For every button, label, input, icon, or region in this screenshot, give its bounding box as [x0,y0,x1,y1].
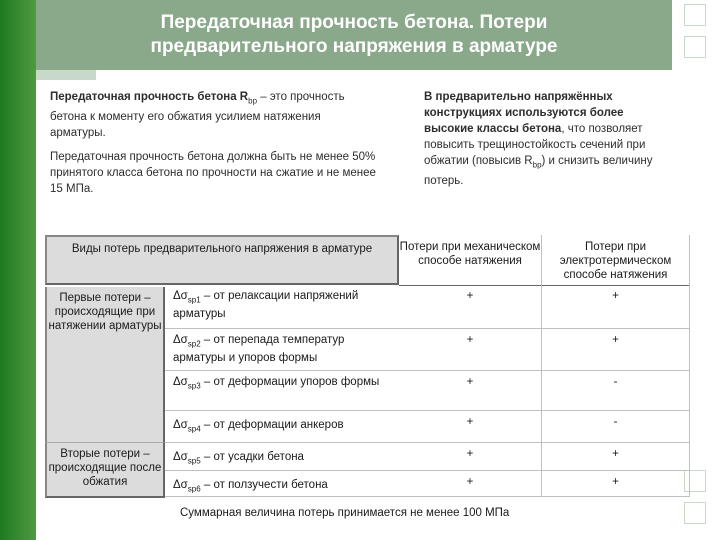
table-row [173,450,395,468]
losses-table [45,235,690,497]
right-paragraph [424,89,674,189]
table-header-cell [45,235,399,285]
table-header-cell: Потери при электротермическом способе натяжения [541,235,690,285]
subscript: bp [248,96,258,106]
row-divider [165,496,690,497]
sigma-symbol: Δσ [173,451,188,463]
subscript: sp6 [187,484,201,494]
group-first-losses: Первые потери – происходящие при натяжении арматуры [45,287,165,442]
emphasis-bold: В предварительно напряжённых конструкциях используются более высокие классы бетона [424,91,624,135]
subscript: sp5 [187,456,201,466]
row-divider [165,470,690,471]
cell-elec: + [612,334,619,346]
table-row [173,478,395,496]
col-divider [689,235,690,497]
row-text: – от деформации упоров формы [200,376,380,388]
sigma-symbol: Δσ [173,334,188,346]
cell-elec: + [612,448,619,460]
col-divider [541,235,542,497]
subscript: sp4 [187,424,201,434]
row-divider [165,370,690,371]
subscript: sp1 [187,295,201,305]
term-bold: Передаточная прочность бетона R [50,91,249,103]
summary-note: Суммарная величина потерь принимается не менее 100 МПа [180,507,510,519]
sigma-symbol: Δσ [173,290,188,302]
right-text-b: ) и снизить величину потерь. [424,155,653,188]
header-accent [36,70,96,80]
subscript: bp [532,160,542,170]
title-line-1: Передаточная прочность бетона. Потери [160,12,548,33]
left-paragraph-1 [50,89,370,141]
group-second-losses: Вторые потери – происходящие после обжатия [45,442,165,498]
decor-square [684,36,706,58]
table-row [173,333,395,365]
sigma-symbol: Δσ [173,419,188,431]
sigma-symbol: Δσ [173,376,188,388]
cell-mech: + [466,376,474,388]
right-text-a: , что позволяет повысить трещиностойкость сечений при обжатии (повысив R [424,123,646,167]
cell-elec: - [613,376,618,388]
title-line-2: предварительного напряжения в арматуре [150,36,558,57]
row-divider [165,442,690,443]
decor-square [684,4,706,26]
row-divider [165,410,690,411]
row-divider [165,328,690,329]
subscript: sp3 [187,381,201,391]
definition-text: – это прочность бетона к моменту его обжатия усилием натяжения арматуры. [50,91,345,140]
table-row [173,289,395,321]
left-decor-bar [0,0,36,540]
sigma-symbol: Δσ [173,479,188,491]
table-row [173,375,395,393]
row-text: – от деформации анкеров [200,419,344,431]
cell-mech: + [466,448,474,460]
cell-elec: + [612,476,619,488]
row-text: – от перепада температур арматуры и упоров формы [173,334,345,365]
cell-elec: - [613,416,618,428]
cell-mech: + [466,334,474,346]
left-paragraph-2: Передаточная прочность бетона должна быть не менее 50% принятого класса бетона по прочности на сжатие и не менее 15 МПа. [50,151,376,195]
header-text: Виды потерь предварительного напряжения в арматуре [71,243,373,255]
row-text: – от усадки бетона [200,451,304,463]
cell-elec: + [612,290,619,302]
row-text: – от релаксации напряжений арматуры [173,290,359,321]
row-text: – от ползучести бетона [200,479,328,491]
subscript: sp2 [187,339,201,349]
table-row [173,418,395,436]
decor-square [684,502,706,524]
row-divider [399,285,690,286]
cell-mech: + [466,290,474,302]
cell-mech: + [466,476,474,488]
slide-title [36,0,672,70]
table-header-cell: Потери при механическом способе натяжения [399,235,541,285]
cell-mech: + [466,416,474,428]
